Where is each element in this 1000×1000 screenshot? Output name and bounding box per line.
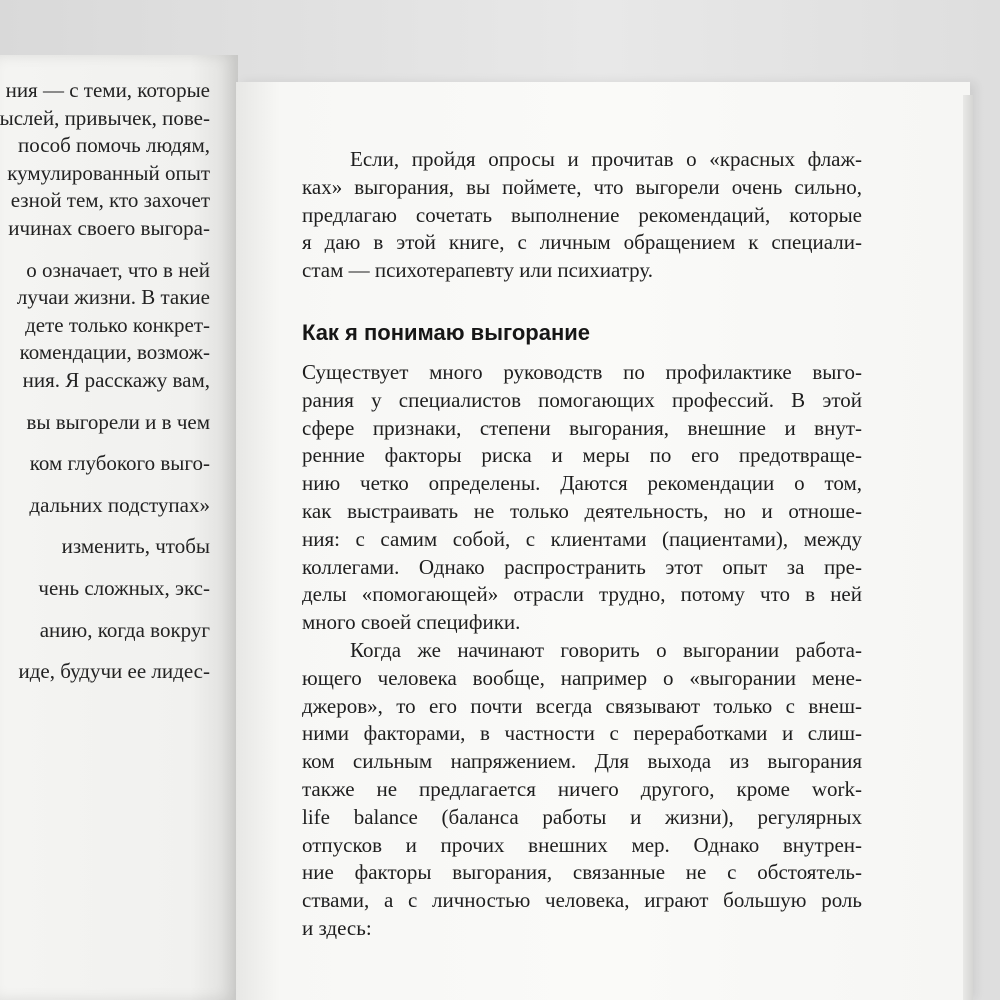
paragraph-line: ющего человека вообще, например о «выгорании мене- bbox=[302, 665, 862, 690]
paragraph-line: много своей специфики. bbox=[302, 610, 521, 635]
left-line: езной тем, кто захочет bbox=[10, 188, 210, 213]
paragraph-line: ках» выгорания, вы поймете, что выгорели очень сильно, bbox=[302, 174, 862, 199]
left-line: анию, когда вокруг bbox=[39, 617, 210, 642]
section-heading: Как я понимаю выгорание bbox=[302, 319, 591, 345]
paragraph-line: ренние факторы риска и меры по его предотвраще- bbox=[302, 443, 862, 468]
left-line: изменить, чтобы bbox=[61, 534, 210, 559]
paragraph-line: предлагаю сочетать выполнение рекомендаций, которые bbox=[302, 202, 862, 227]
paragraph-line: Если, пройдя опросы и прочитав о «красных флаж- bbox=[350, 147, 862, 171]
left-line: комендации, возмож- bbox=[19, 340, 210, 365]
left-line: ком глубокого выго- bbox=[29, 451, 210, 476]
left-page bbox=[0, 55, 238, 1000]
paragraph-line: Когда же начинают говорить о выгорании работа- bbox=[350, 637, 862, 662]
paragraph-line: ние факторы выгорания, связанные не с обстоятель- bbox=[302, 860, 862, 885]
right-page bbox=[236, 82, 970, 1000]
paragraph-line: рания у специалистов помогающих профессий. В этой bbox=[302, 387, 862, 412]
paragraph-line: коллегами. Однако распространить этот опыт за пре- bbox=[302, 554, 862, 579]
paragraph-line: ствами, а с личностью человека, играют большую роль bbox=[302, 888, 862, 913]
left-line: кумулированный опыт bbox=[7, 160, 210, 185]
paragraph-line: как выстраивать не только деятельность, но и отноше- bbox=[302, 498, 862, 523]
left-line: вы выгорели и в чем bbox=[26, 409, 210, 434]
left-line: ния — с теми, которые bbox=[5, 78, 210, 102]
left-line: ния. Я расскажу вам, bbox=[22, 367, 210, 392]
left-line: дете только конкрет- bbox=[25, 312, 210, 337]
left-line: чень сложных, экс- bbox=[38, 575, 210, 600]
paragraph-line: стам — психотерапевту или психиатру. bbox=[302, 258, 654, 283]
right-page-text bbox=[302, 146, 862, 943]
paragraph-line: life balance (баланса работы и жизни), регулярных bbox=[302, 804, 862, 829]
paragraph-line: делы «помогающей» отрасли трудно, потому что в ней bbox=[302, 582, 862, 607]
paragraph-line: также не предлагается ничего другого, кроме work- bbox=[302, 776, 862, 801]
left-line: пособ помочь людям, bbox=[18, 133, 210, 158]
left-line: ичинах своего выгора- bbox=[8, 215, 210, 240]
paragraph-line: ними факторами, в частности с переработками и слиш- bbox=[302, 721, 862, 746]
paragraph-line: нию четко определены. Даются рекомендации о том, bbox=[302, 471, 862, 496]
left-page-text bbox=[0, 77, 210, 686]
left-line: ыслей, привычек, пове- bbox=[0, 105, 210, 130]
paragraph-line: отпусков и прочих внешних мер. Однако внутрен- bbox=[302, 832, 862, 857]
paragraph-line: и здесь: bbox=[302, 915, 372, 940]
paragraph-line: ком сильным напряжением. Для выхода из выгорания bbox=[302, 749, 862, 774]
left-line: о означает, что в ней bbox=[26, 257, 210, 282]
paragraph-line: джеров», то его почти всегда связывают только с внеш- bbox=[302, 693, 862, 718]
left-line: лучаи жизни. В такие bbox=[16, 285, 210, 310]
paragraph-line: Существует много руководств по профилактике выго- bbox=[302, 359, 862, 384]
paragraph-line: я даю в этой книге, с личным обращением к специали- bbox=[302, 230, 862, 255]
page-edge bbox=[963, 95, 973, 1000]
paragraph-line: сфере признаки, степени выгорания, внешние и внут- bbox=[302, 415, 862, 440]
left-line: иде, будучи ее лидес- bbox=[18, 659, 210, 684]
left-line: дальних подступах» bbox=[29, 492, 210, 517]
paragraph-line: ния: с самим собой, с клиентами (пациентами), между bbox=[302, 526, 862, 551]
